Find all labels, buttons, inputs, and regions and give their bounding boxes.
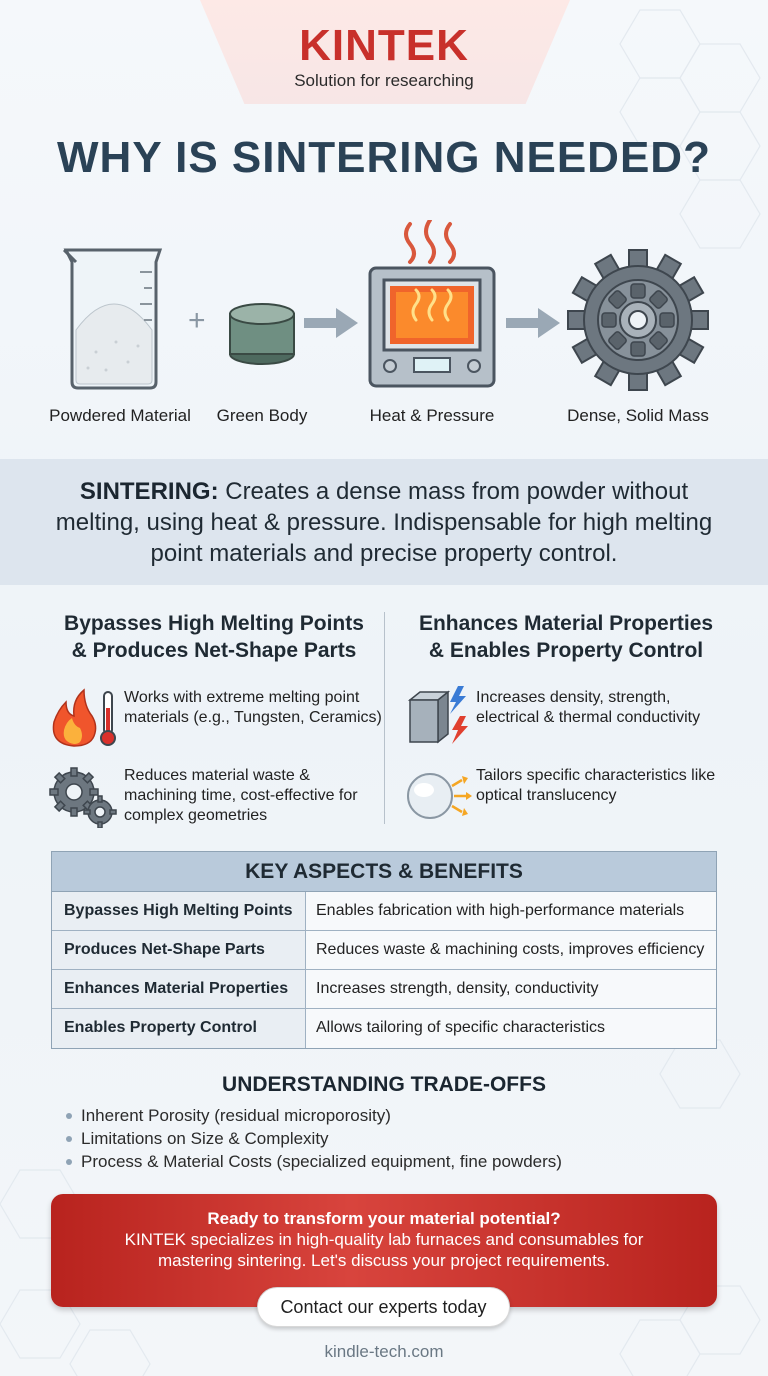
tradeoffs-title: UNDERSTANDING TRADE-OFFS — [222, 1073, 546, 1096]
table-cell-aspect: Enhances Material Properties — [52, 970, 306, 1008]
block-lightning-icon — [396, 686, 476, 750]
definition-term: SINTERING: — [79, 477, 219, 505]
feature-item — [44, 764, 384, 828]
table-cell-benefit: Enables fabrication with high-performance materials — [316, 902, 685, 919]
feature-item — [44, 686, 384, 750]
table-row — [52, 1009, 716, 1048]
gear-icon — [566, 248, 710, 392]
feature-text: Increases density, strength, electrical & thermal conductivity — [476, 689, 701, 726]
table-cell-benefit: Increases strength, density, conductivity — [316, 980, 599, 997]
step-label-green-body: Green Body — [216, 406, 308, 425]
furnace-icon — [366, 220, 498, 392]
table-cell-benefit: Allows tailoring of specific characteristics — [316, 1019, 605, 1036]
left-column-title-line1: Bypasses High Melting Points — [64, 612, 364, 635]
table-row — [52, 892, 716, 931]
plus-sign: + — [188, 304, 206, 337]
definition-body: Creates a dense mass from powder without melting, using heat & pressure. Indispensable for high melting point materials and precise property control. — [55, 477, 713, 567]
definition-text — [44, 476, 724, 569]
right-column-title — [396, 610, 736, 664]
left-column-title — [44, 610, 384, 664]
feature-item — [396, 764, 736, 828]
step-label-dense-solid-mass: Dense, Solid Mass — [567, 406, 709, 425]
right-column-title-line2: & Enables Property Control — [428, 639, 704, 662]
feature-text: Works with extreme melting point materials (e.g., Tungsten, Ceramics) — [124, 689, 382, 726]
table-cell-aspect: Bypasses High Melting Points — [52, 892, 306, 930]
process-diagram — [0, 220, 768, 440]
table-cell-benefit: Reduces waste & machining costs, improves efficiency — [316, 941, 705, 958]
table-row — [52, 931, 716, 970]
page-title: WHY IS SINTERING NEEDED? — [57, 133, 711, 182]
step-label-heat-pressure: Heat & Pressure — [369, 406, 495, 425]
table-cell-aspect: Produces Net-Shape Parts — [52, 931, 306, 969]
list-item: Inherent Porosity (residual microporosity) — [64, 1104, 562, 1127]
feature-text: Reduces material waste & machining time, cost-effective for complex geometries — [124, 767, 358, 824]
beaker-icon — [56, 242, 186, 392]
cta-text: KINTEK specializes in high-quality lab furnaces and consumables for mastering sintering. Let's discuss your project requirements. — [124, 1230, 644, 1270]
feature-item — [396, 686, 736, 750]
tradeoffs-list — [64, 1104, 562, 1173]
right-column-title-line1: Enhances Material Properties — [418, 612, 714, 635]
arrow-right-icon — [506, 308, 560, 338]
logo-tagline: Solution for researching — [294, 71, 474, 90]
cta-title: Ready to transform your material potential? — [207, 1209, 561, 1228]
left-column-title-line2: & Produces Net-Shape Parts — [71, 639, 357, 662]
right-column — [396, 610, 736, 804]
lens-light-icon — [396, 764, 476, 828]
benefits-table — [51, 851, 717, 1049]
table-header: KEY ASPECTS & BENEFITS — [52, 852, 716, 892]
footer-link[interactable]: kindle-tech.com — [324, 1342, 444, 1361]
gears-icon — [44, 764, 124, 828]
list-item: Limitations on Size & Complexity — [64, 1127, 562, 1150]
list-item: Process & Material Costs (specialized equipment, fine powders) — [64, 1150, 562, 1173]
arrow-right-icon — [304, 308, 358, 338]
flame-thermometer-icon — [44, 686, 124, 750]
green-body-icon — [226, 300, 298, 366]
left-column — [44, 610, 384, 824]
table-cell-aspect: Enables Property Control — [52, 1009, 306, 1048]
step-label-powdered-material: Powdered Material — [49, 406, 191, 425]
feature-text: Tailors specific characteristics like optical translucency — [476, 767, 716, 804]
kintek-logo: KINTEK — [299, 21, 469, 70]
table-row — [52, 970, 716, 1009]
column-divider — [384, 612, 385, 824]
definition-band — [0, 459, 768, 585]
contact-experts-button[interactable]: Contact our experts today — [257, 1287, 510, 1327]
